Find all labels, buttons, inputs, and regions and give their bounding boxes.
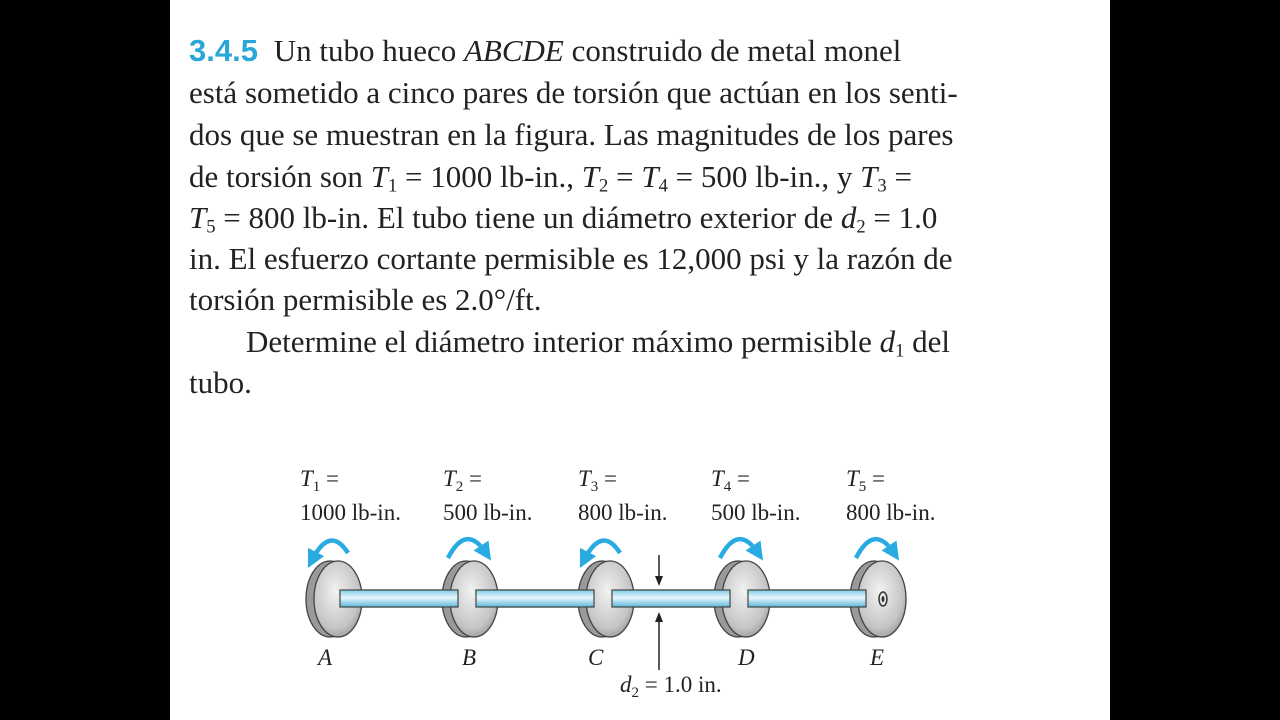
torque-label-3: $T_3$ = [578,466,618,495]
torque-value-5: 800 lb-in. [846,500,936,525]
torque-arrow-E-icon [856,539,894,558]
problem-line-8: Determine el diámetro interior máximo permisible $d_1$ del [246,324,950,362]
problem-line-3: dos que se muestran en la figura. Las magnitudes de los pares [189,117,954,152]
torque-arrow-A-icon [312,541,348,560]
point-label-C: C [588,645,604,670]
diameter-dimension [655,555,663,670]
torque-value-2: 500 lb-in. [443,500,533,525]
torque-label-2: $T_2$ = [443,466,483,495]
problem-number: 3.4.5 [189,33,258,68]
textbook-page [170,0,1110,720]
torque-value-4: 500 lb-in. [711,500,801,525]
problem-line-2: está sometido a cinco pares de torsión que actúan en los senti- [189,75,958,110]
torque-arrow-B-icon [448,539,486,558]
torque-label-5: $T_5$ = [846,466,886,495]
torque-value-3: 800 lb-in. [578,500,668,525]
problem-line-7: torsión permisible es 2.0°/ft. [189,282,542,317]
point-label-E: E [870,645,885,670]
diameter-label: $d_2 = 1.0$ in. [620,672,722,701]
torque-arrow-C-icon [584,541,620,560]
problem-line-4: de torsión son $T_1 = 1000$ lb-in., $T_2 = T_4 = 500$ lb-in., y $T_3$ = [189,159,912,197]
problem-line-9: tubo. [189,365,252,400]
torque-label-4: $T_4$ = [711,466,751,495]
problem-line-6: in. El esfuerzo cortante permisible es 12,000 psi y la razón de [189,241,953,276]
torque-label-1: $T_1$ = [300,466,340,495]
tube-figure [170,0,1110,720]
torque-value-1: 1000 lb-in. [300,500,401,525]
problem-line-1: 3.4.5 Un tubo hueco ABCDE construido de metal monel [189,33,902,68]
point-label-B: B [462,645,477,670]
problem-line-5: $T_5 = 800$ lb-in. El tubo tiene un diámetro exterior de $d_2 = 1.0$ [189,200,938,238]
torque-arrow-D-icon [720,539,758,558]
point-label-D: D [738,645,755,670]
point-label-A: A [318,645,333,670]
